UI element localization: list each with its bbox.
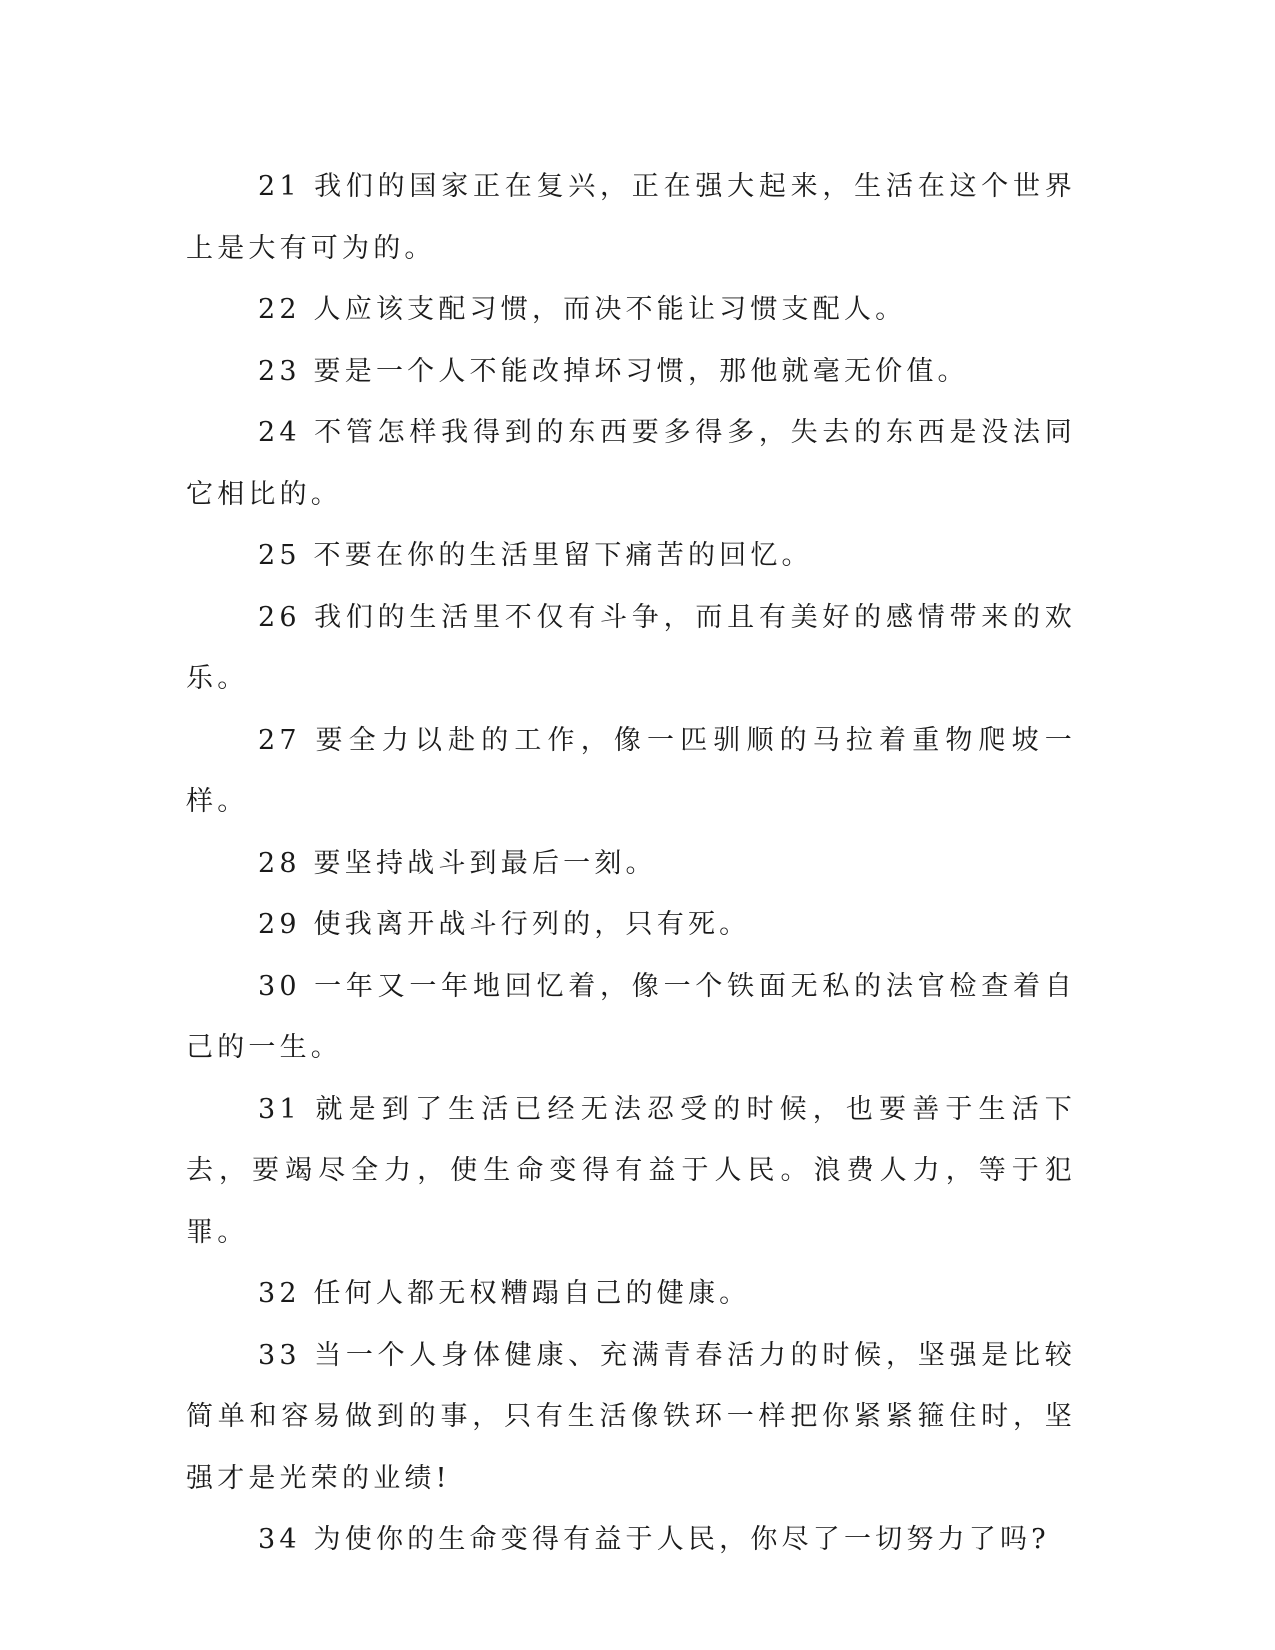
document-body xyxy=(186,156,1076,1571)
paragraph-30: 30 一年又一年地回忆着，像一个铁面无私的法官检查着自己的一生。 xyxy=(186,970,1076,1063)
paragraph-34: 34 为使你的生命变得有益于人民，你尽了一切努力了吗? xyxy=(258,1524,1050,1555)
paragraph-32: 32 任何人都无权糟蹋自己的健康。 xyxy=(258,1278,751,1309)
paragraph-27: 27 要全力以赴的工作，像一匹驯顺的马拉着重物爬坡一样。 xyxy=(186,724,1076,817)
paragraph-31: 31 就是到了生活已经无法忍受的时候，也要善于生活下去，要竭尽全力，使生命变得有益于人民。浪费人力，等于犯罪。 xyxy=(186,1093,1076,1248)
paragraph-26: 26 我们的生活里不仅有斗争，而且有美好的感情带来的欢乐。 xyxy=(186,601,1076,694)
paragraph-28: 28 要坚持战斗到最后一刻。 xyxy=(258,847,657,879)
paragraph-21: 21 我们的国家正在复兴，正在强大起来，生活在这个世界上是大有可为的。 xyxy=(186,171,1076,264)
paragraph-25: 25 不要在你的生活里留下痛苦的回忆。 xyxy=(258,540,813,571)
paragraph-29: 29 使我离开战斗行列的，只有死。 xyxy=(258,909,751,940)
paragraph-23: 23 要是一个人不能改掉坏习惯，那他就毫无价值。 xyxy=(258,355,969,387)
paragraph-33: 33 当一个人身体健康、充满青春活力的时候，坚强是比较简单和容易做到的事，只有生活像铁环一样把你紧紧箍住时，坚强才是光荣的业绩! xyxy=(186,1339,1076,1494)
paragraph-22: 22 人应该支配习惯，而决不能让习惯支配人。 xyxy=(258,294,907,325)
paragraph-24: 24 不管怎样我得到的东西要多得多，失去的东西是没法同它相比的。 xyxy=(186,417,1076,510)
